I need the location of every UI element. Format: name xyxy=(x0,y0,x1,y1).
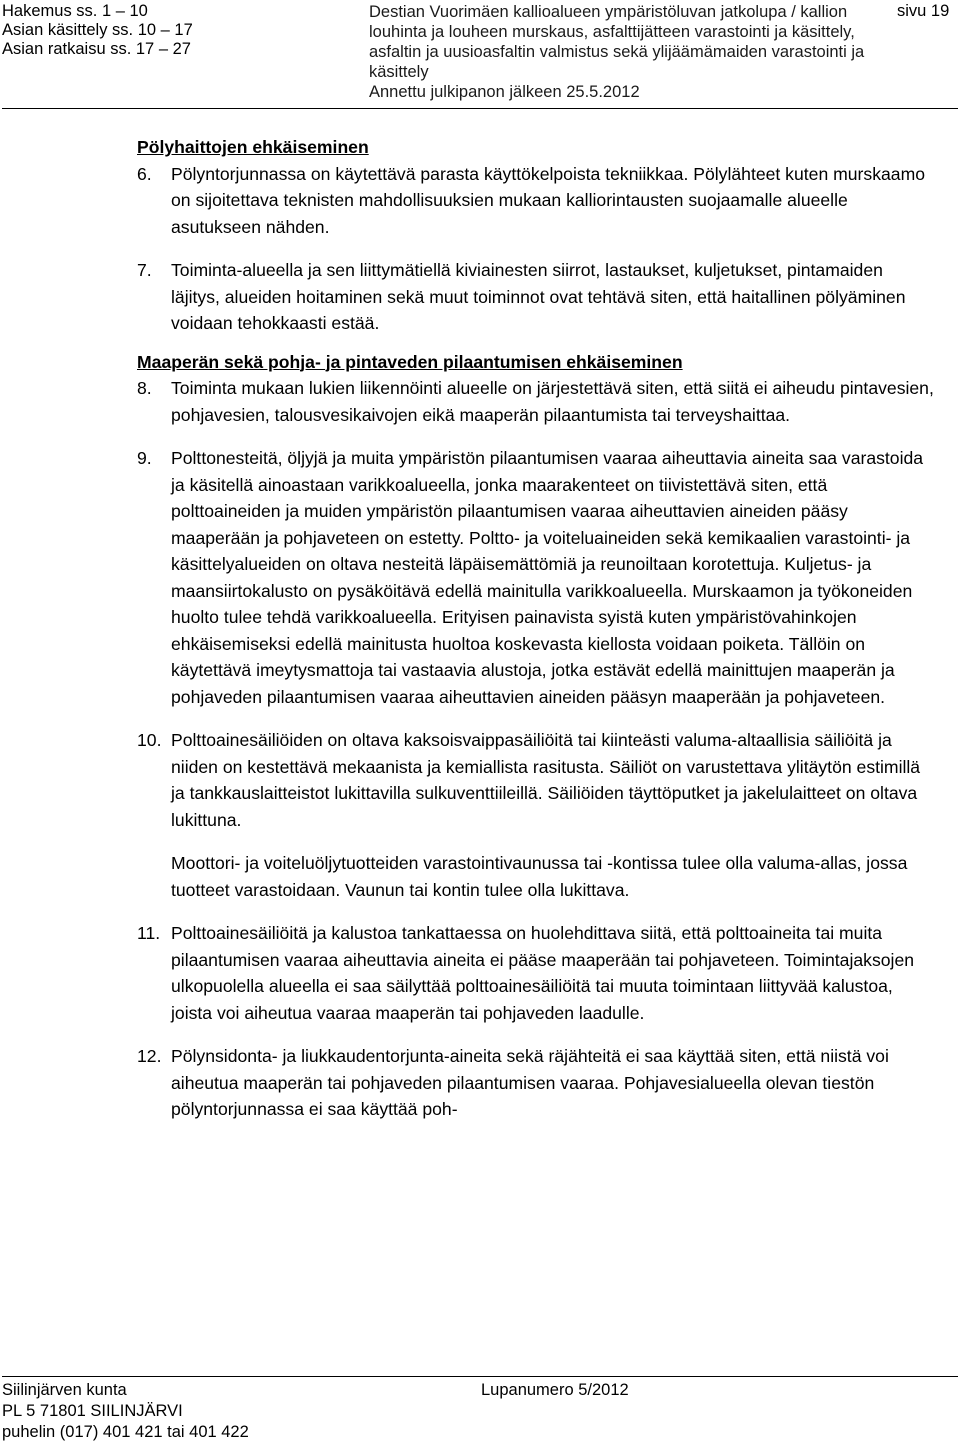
document-body xyxy=(137,134,935,1123)
case-line-processing: Asian käsittely ss. 10 – 17 xyxy=(2,21,193,39)
issue-date: Annettu julkipanon jälkeen 25.5.2012 xyxy=(369,83,640,101)
page-header xyxy=(0,0,960,110)
case-line-decision: Asian ratkaisu ss. 17 – 27 xyxy=(2,40,191,58)
condition-number: 7. xyxy=(137,260,152,280)
case-sections xyxy=(2,2,193,59)
condition-text-continued: Moottori- ja voiteluöljytuotteiden varastointivaunussa tai -kontissa tulee olla valuma-allas, jossa tuotteet varastoidaan. Vaunun tai kontin tulee olla lukittava. xyxy=(171,853,908,900)
condition-11 xyxy=(137,920,935,1026)
condition-6 xyxy=(137,161,935,241)
condition-10 xyxy=(137,727,935,903)
condition-9 xyxy=(137,445,935,710)
page-footer xyxy=(0,1370,960,1444)
document-title: Destian Vuorimäen kallioalueen ympäristöluvan jatkolupa / kallion louhinta ja louheen murskaus, asfalttijätteen varastointi ja käsittely, asfaltin ja uusioasfaltin valmistus sekä ylijäämämaiden varastointi ja käsittely xyxy=(369,3,865,81)
header-divider xyxy=(2,108,958,109)
document-title-block xyxy=(369,2,879,102)
condition-body xyxy=(171,727,935,903)
condition-7 xyxy=(137,257,935,337)
condition-number: 9. xyxy=(137,448,152,468)
permit-number: Lupanumero 5/2012 xyxy=(481,1381,629,1399)
condition-text: Pölyntorjunnassa on käytettävä parasta käyttökelpoista tekniikkaa. Pölylähteet kuten murskaamo on sijoitettava teknisten mahdollisuuksien mukaan kalliorintausten suojaamalle alueelle asutukseen nähden. xyxy=(171,163,926,237)
organization-name: Siilinjärven kunta xyxy=(2,1381,127,1399)
condition-text: Toiminta mukaan lukien liikennöinti alueelle on järjestettävä siten, että siitä ei aiheudu pintavesien, pohjavesien, talousvesikaivojen eikä maaperän pilaantumista tai terveyshaittaa. xyxy=(171,378,934,425)
case-line-application: Hakemus ss. 1 – 10 xyxy=(2,2,148,20)
condition-number: 12. xyxy=(137,1046,162,1066)
postal-address: PL 5 71801 SIILINJÄRVI xyxy=(2,1402,183,1420)
condition-text: Pölynsidonta- ja liukkaudentorjunta-aineita sekä räjähteitä ei saa käyttää siten, että niistä voi aiheutua maaperän tai pohjaveden pilaantumisen vaaraa. Pohjavesialueella olevan tiestön pölyntorjunnassa ei saa käyttää poh- xyxy=(171,1046,889,1119)
condition-text: Polttoainesäiliöiden on oltava kaksoisvaippasäiliöitä tai kiinteästi valuma-altaallisia säiliöitä ja niiden on kestettävä mekaanista ja kemiallista rasitusta. Säiliöt on varustettava ylitäytön estimillä ja tankkauslaitteistot lukittavilla sulkuventtiileillä. Säiliöiden täyttöputket ja jakelulaitteet on oltava lukittuna. xyxy=(171,730,921,830)
section-heading-soil-water: Maaperän sekä pohja- ja pintaveden pilaantumisen ehkäiseminen xyxy=(137,351,683,372)
footer-divider xyxy=(2,1376,958,1377)
condition-number: 6. xyxy=(137,163,152,184)
condition-12 xyxy=(137,1043,935,1123)
condition-number: 10. xyxy=(137,730,162,750)
page-number: sivu 19 xyxy=(897,2,950,20)
condition-text: Polttoainesäiliöitä ja kalustoa tankattaessa on huolehdittava siitä, että polttoaineita tai muita pilaantumisen vaaraa aiheuttavia aineita ei pääse maaperään tai pohjaveteen. Toimintajaksojen ulkopuolella alueella ei saa säilyttää polttoainesäiliöitä tai muuta toimintaan liittyvää kalustoa, joista voi aiheutua vaaraa maaperän tai pohjaveden laadulle. xyxy=(171,923,915,1023)
section-heading-dust: Pölyhaittojen ehkäiseminen xyxy=(137,137,369,157)
condition-number: 11. xyxy=(137,923,161,943)
condition-text: Toiminta-alueella ja sen liittymätiellä kiviainesten siirrot, lastaukset, kuljetukset, pintamaiden läjitys, alueiden hoitaminen sekä muut toiminnot ovat tehtävä siten, että haitallinen pölyäminen voidaan tehokkaasti estää. xyxy=(171,260,906,333)
condition-8 xyxy=(137,375,935,428)
phone-number: puhelin (017) 401 421 tai 401 422 xyxy=(2,1423,249,1441)
organization-contact xyxy=(2,1380,249,1443)
condition-number: 8. xyxy=(137,378,152,398)
condition-text: Polttonesteitä, öljyjä ja muita ympäristön pilaantumisen vaaraa aiheuttavia aineita saa varastoida ja käsitellä ainoastaan varikkoalueella, jonka maarakenteet on tiivistettävä siten, että polttoaineiden ja muiden ympäristön pilaantumisen vaaraa aiheuttavien aineiden pääsy maaperään ja pohjaveteen on estetty. Poltto- ja voiteluaineiden sekä kemikaalien varastointi- ja käsittelyalueiden on oltava nesteitä läpäisemättömiä ja reunoiltaan korotettuja. Kuljetus- ja maansiirtokalusto on pysäköitävä edellä mainitulla varikkoalueella. Murskaamon ja työkoneiden huolto tulee tehdä varikkoalueella. Erityisen painavista syistä kuten ympäristövahinkojen ehkäisemiseksi edellä mainitusta huoltoa koskevasta kiellosta voidaan poiketa. Tällöin on käytettävä imeytysmattoja tai vastaavia alustoja, jotka estävät edellä mainittujen maaperän ja pohjaveden pilaantumisen vaaraa aiheuttavien aineiden pääsyn maaperään ja pohjaveteen. xyxy=(171,448,924,707)
